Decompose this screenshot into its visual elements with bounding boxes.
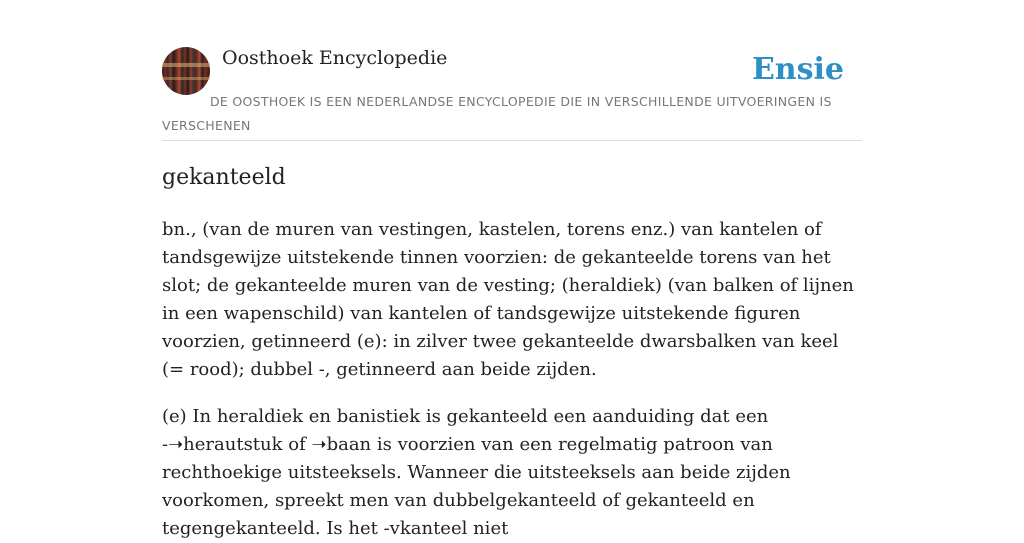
site-tagline: DE OOSTHOEK IS EEN NEDERLANDSE ENCYCLOPEDIE DIE IN VERSCHILLENDE UITVOERINGEN IS VERSCHENEN	[162, 94, 832, 133]
ensie-logo[interactable]: Ensie	[751, 52, 844, 87]
site-header	[162, 46, 862, 141]
entry-paragraph-2: (e) In heraldiek en banistiek is gekanteeld een aanduiding dat een -➝herautstuk of ➝baan is voorzien van een regelmatig patroon van rechthoekige uitsteeksels. Wanneer die uitsteeksels aan beide zijden voorkomen, spreekt men van dubbelgekanteeld of gekanteeld en tegengekanteeld. Is het -vkanteel niet	[162, 406, 791, 539]
entry-paragraph-1: bn., (van de muren van vestingen, kastelen, torens enz.) van kantelen of tandsgewijze uitstekende tinnen voorzien: de gekanteelde torens van het slot; de gekanteelde muren van de vesting; (heraldiek) (van balken of lijnen in een wapenschild) van kantelen of tandsgewijze uitstekende figuren voorzien, getinneerd (e): in zilver twee gekanteelde dwarsbalken van keel (= rood); dubbel -, getinneerd aan beide zijden.	[162, 219, 854, 380]
entry-content	[162, 160, 862, 543]
entry-title: gekanteeld	[162, 165, 286, 190]
book-spines-icon[interactable]	[162, 47, 210, 95]
site-title[interactable]: Oosthoek Encyclopedie	[222, 47, 448, 69]
